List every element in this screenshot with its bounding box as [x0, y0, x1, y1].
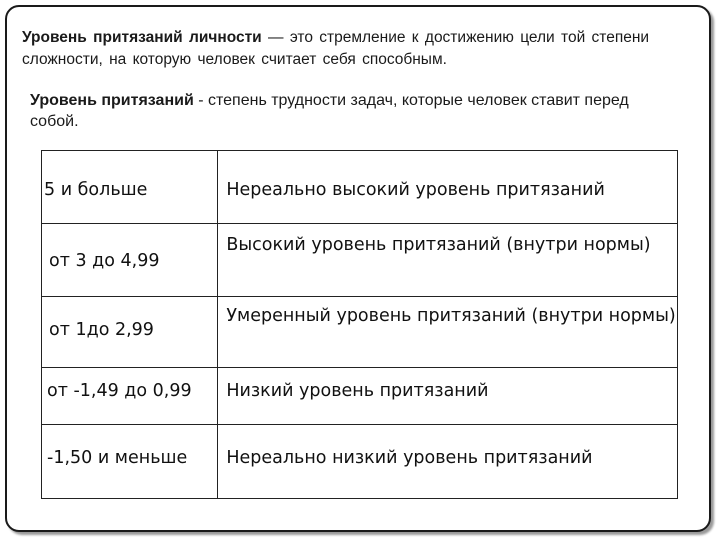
description-cell	[218, 224, 678, 297]
range-text: от 1до 2,99	[49, 320, 154, 340]
range-cell	[42, 151, 218, 224]
description-cell	[218, 151, 678, 224]
range-cell	[42, 297, 218, 368]
definition-text: - степень трудности задач, которые человек ставит перед собой.	[30, 92, 629, 130]
definition-term: Уровень притязаний	[30, 92, 194, 109]
description-cell	[218, 425, 678, 499]
range-cell	[42, 368, 218, 425]
range-text: от -1,49 до 0,99	[47, 381, 192, 401]
range-cell	[42, 224, 218, 297]
description-text: Умеренный уровень притязаний (внутри нормы)	[226, 306, 676, 326]
table-row	[42, 224, 678, 297]
range-cell	[42, 425, 218, 499]
description-text: Нереально высокий уровень притязаний	[226, 180, 605, 200]
intro-paragraph	[22, 27, 694, 71]
definition-paragraph	[30, 90, 680, 132]
table-row	[42, 368, 678, 425]
description-cell	[218, 368, 678, 425]
aspiration-levels-table	[41, 150, 678, 499]
table-row	[42, 151, 678, 224]
description-cell	[218, 297, 678, 368]
table-row	[42, 297, 678, 368]
description-text: Низкий уровень притязаний	[226, 381, 489, 401]
intro-definition: — это стремление к достижению цели той степени сложности, на которую человек считает себя способным.	[22, 29, 650, 68]
range-text: -1,50 и меньше	[47, 448, 188, 468]
range-text: 5 и больше	[44, 180, 148, 200]
description-text: Высокий уровень притязаний (внутри нормы)	[226, 235, 651, 255]
table-row	[42, 425, 678, 499]
intro-term: Уровень притязаний личности	[22, 29, 262, 46]
description-text: Нереально низкий уровень притязаний	[226, 448, 593, 468]
range-text: от 3 до 4,99	[49, 251, 160, 271]
